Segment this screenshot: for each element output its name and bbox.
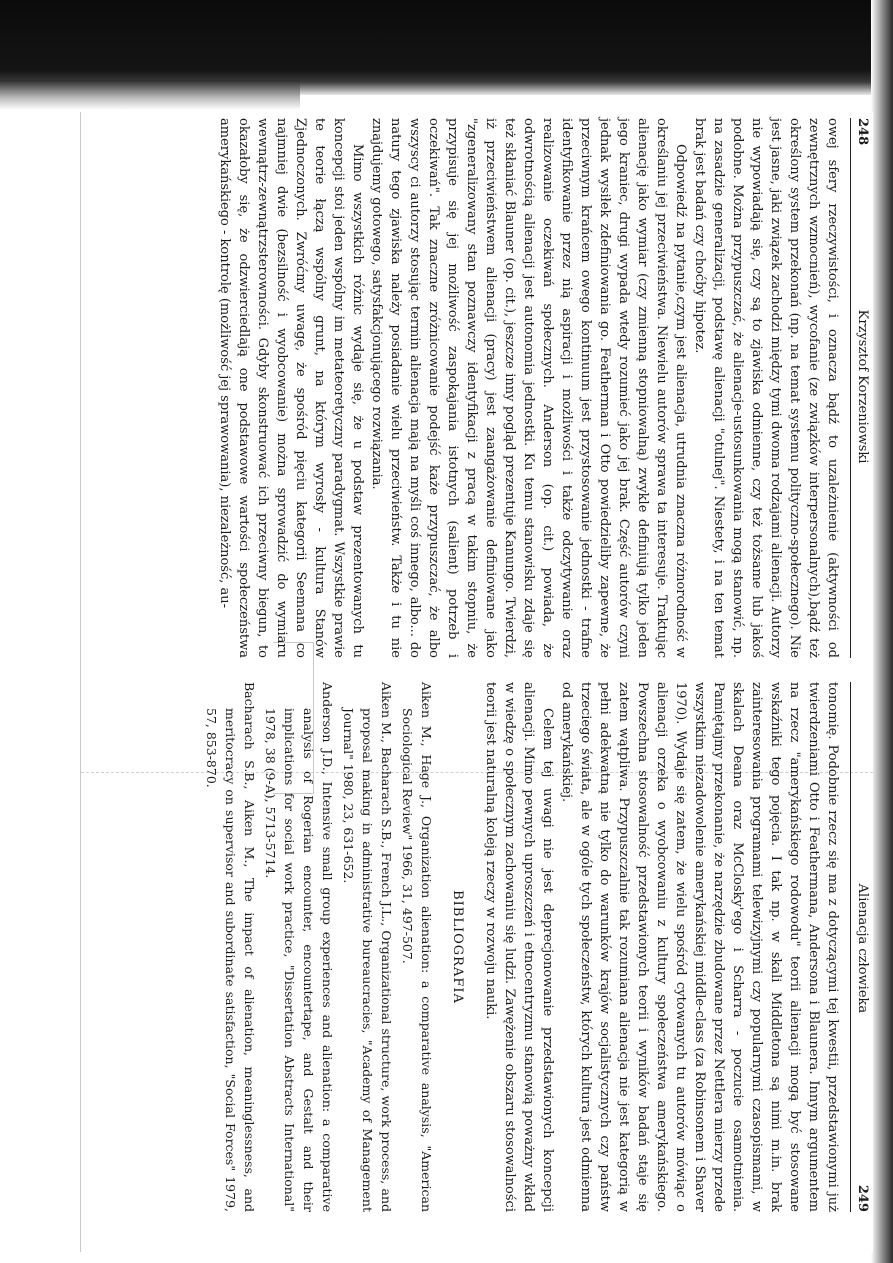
bibliography-entry: Aiken M., Bacharach S.B., French J.L., Organizational structure, work process, and proposal making in administrative bureaucracies, "Academy of Management Journal" 1980, 23, 631-652. [341,682,394,1212]
bibliography-entry: Bacharach S.B., Aiken M., The impact of alienation, meaninglessness, and meritocracy on supervisor and subordinate satisfaction, "Social Forces" 1979, 57, 853-870. [204,682,257,1212]
running-header [850,682,872,1212]
page-number: 249 [855,1184,870,1212]
page-249 [92,682,872,1212]
paragraph: Celem tej uwagi nie jest deprecjonowanie przedstawionych koncepcji alienacji. Mimo pewnych uproszczeń i etnocentryzmu stanowią poważny wkład w wiedzę o społecznym zachowaniu się ludzi. Zawężenie obszaru stosowalności teorii jest naturalną koleją rzeczy w rozwoju nauki. [483,682,555,1212]
page-number: 248 [855,118,870,146]
running-header [850,118,872,658]
paragraph: Mimo wszystkich różnic wydaje się, że u podstaw prezentowanych tu koncepcji stoi jeden wspólny im metateoretyczny paradygmat. Wszystkie prawie te teorie łączą wspólny grunt, na którym wyrosły - kultura Stanów Zjednoczonych. Zwróćmy uwagę, że spośród pięciu kategorii Seemana co najmniej dwie (bezsilność i wyobcowanie) można sprowadzić do wymiaru wewnątrz-zewnątrzsterowności. Gdyby skonstruować ich przeciwny biegun, to okazałoby się, że odzwierciedlają one podstawowe wartości społeczeństwa amerykańskiego - kontrolę (możliwość jej sprawowania), niezależność, au- [217,118,365,658]
paragraph: Odpowiedź na pytanie,czym jest alienacja, utrudnia znaczna różnorodność w określaniu jej przeciwieństwa. Niewielu autorów sprawa ta interesuje. Traktując alienację jako wymiar (czy zmienną stopniowalną) zwykle definiują tylko jeden jego kraniec, drugi wypada wtedy rozumieć jako jej brak. Część autorów czyni jednak wysiłek zdefiniowania go. Featherman i Otto powiedzieliby zapewne, że przeciwnym krańcem owego kontinuum jest przystosowanie jednostki - trafne identyfikowanie przez nią aspiracji i możliwości i także odczytywanie oraz realizowanie oczekiwań społecznych. Anderson (op. cit.) powiada, że odwrotnością alienacji jest autonomia jednostki. Ku temu stanowisku zdaje się też skłaniać Blauner (op. cit.), jeszcze inny pogląd prezentuje Kanungo. Twierdzi, iż przeciwieństwem alienacji (pracy) jest zaangażowanie definiowane jako "zgeneralizowany stan poznawczy identyfikacji z pracą w takim stopniu, że przypisuje się jej możliwość zaspokajania istotnych (salient) potrzeb i oczekiwań". Tak znaczne zróżnicowanie podejść każe przypuszczać, że albo wszyscy ci autorzy stosując termin alienacja mają na myśli coś innego, albo... do natury tego zjawiska należy posiadanie wielu przeciwieństw. Także i tu nie znajdujemy gotowego, satysfakcjonującego rozwiązania. [369,118,688,658]
running-title: Alienacja człowieka [855,883,870,1014]
bibliography-entry: Anderson J.D., Intensive small group experiences and alienation: a comparative analysis of Rogerian encounter, encountertape, and Gestalt and their implications for social work practice, "Dissertation Abstracts International" 1978, 38 (9-A), 5713-5714. [263,682,335,1212]
bibliography-entry: Aiken M., Hage J., Organization alienation: a comparative analysis, "American Sociological Review" 1966, 31, 497-507. [400,682,434,1212]
scanner-shadow-fold [0,80,300,110]
paragraph: owej sfery rzeczywistości, i oznacza bądź to uzależnienie (aktywności od zewnętrznych wzmocnień), wycofanie (ze związków interpersonalnych),bądź też określony system przekonań (np. na temat systemu polityczno-społecznego). Nie jest jasne, jaki związek zachodzi między tymi dwoma rodzajami alienacji. Autorzy nie wypowiadają się, czy są to zjawiska odmienne, czy też tożsame lub jakoś podobne. Można przypuszczać, że alienacje-ustosunkowania mogą stanowić, np. na zasadzie generalizacji, podstawę alienacji "otulnej". Niestety, i na ten temat brak jest badań czy choćby hipotez. [692,118,840,658]
paragraph: tonomię. Podobnie rzecz się ma z dotyczącymi tej kwestii, przedstawionymi już twierdzeniami Otto i Feathermana, Andersona i Blaunera. Innym argumentem na rzecz "amerykańskiego rodowodu" teorii alienacji mogą być stosowane wskaźniki tego pojęcia. I tak np. w skali Middletona są nimi m.in. brak zainteresowania programami telewizyjnymi czy popularnymi czasopismami, w skalach Deana oraz McClosky'ego i Scharra - poczucie osamotnienia. Pamiętajmy przekonanie, że narzędzie zbudowane przez Nettlera mierzy przede wszystkim niezadowolenie amerykańskiej middle-class (za Robinsonem i Shaver 1970). Wydaje się zatem, że wielu spośród cytowanych tu autorów mówiąc o alienacji orzeka o wyobcowaniu z kultury społeczeństwa amerykańskiego. Powszechna stosowalność przedstawionych teorii i wyników badań staje się zatem wątpliwa. Przypuszczalnie tak rozumiana alienacja nie jest kategorią w pełni adekwatną nie tylko do warunków krajów socjalistycznych czy państw trzeciego świata, ale w ogóle tych społeczeństw, których kultura jest odmienna od amerykańskiej. [559,682,840,1212]
running-title: Krzysztof Korzeniowski [855,309,870,464]
bibliography-heading: BIBLIOGRAFIA [450,890,465,1004]
scanner-shadow-right [871,0,893,1263]
page-248 [92,118,872,658]
